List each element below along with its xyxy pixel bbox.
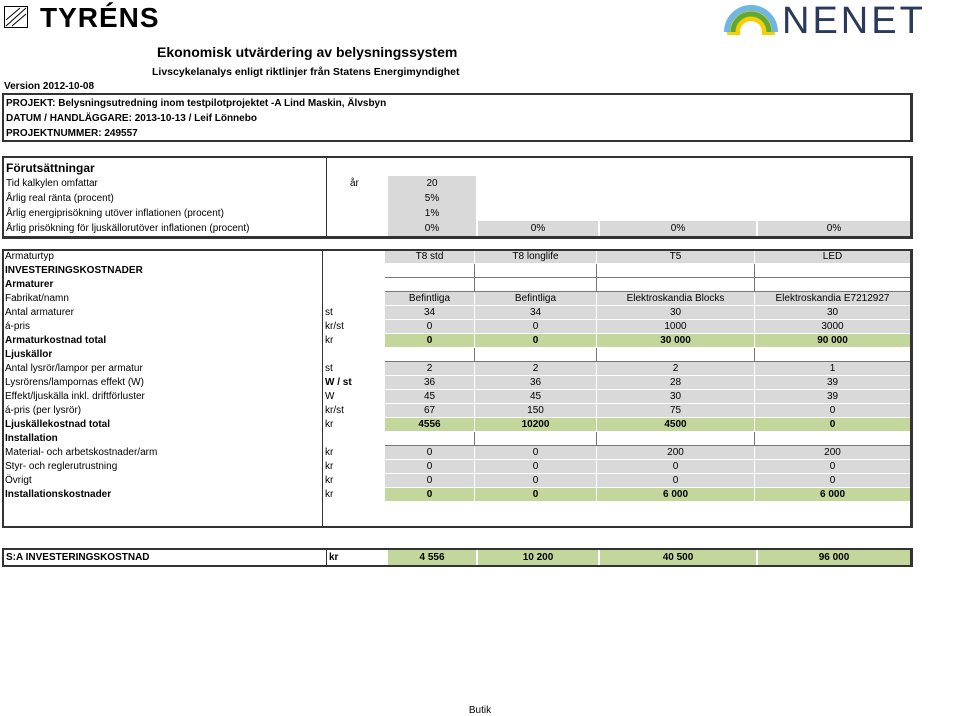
project-name: PROJEKT: Belysningsutredning inom testpilotprojektet -A Lind Maskin, Älvsbyn bbox=[6, 98, 387, 109]
value-cell[interactable] bbox=[475, 432, 597, 446]
value-cell[interactable]: 45 bbox=[385, 390, 475, 404]
row-label: Armaturkostnad total bbox=[3, 334, 323, 348]
tyrens-mark-icon bbox=[4, 6, 28, 28]
value-cell[interactable]: 10200 bbox=[475, 418, 597, 432]
table-row bbox=[3, 460, 911, 474]
table-row bbox=[3, 488, 911, 502]
value-cell[interactable]: 75 bbox=[597, 404, 755, 418]
value-cell[interactable]: Befintliga bbox=[475, 292, 597, 306]
row-label: Installation bbox=[3, 432, 323, 446]
value-cell[interactable]: 200 bbox=[755, 446, 911, 460]
value-cell[interactable]: 0 bbox=[475, 320, 597, 334]
value-cell[interactable]: LED bbox=[755, 250, 911, 264]
value-cell[interactable] bbox=[475, 264, 597, 278]
value-cell[interactable] bbox=[755, 348, 911, 362]
row-label: Övrigt bbox=[3, 474, 323, 488]
row-unit bbox=[323, 432, 385, 446]
row-label: Installationskostnader bbox=[3, 488, 323, 502]
row-label: INVESTERINGSKOSTNADER bbox=[3, 264, 323, 278]
value-cell[interactable]: 34 bbox=[475, 306, 597, 320]
table-row bbox=[3, 278, 911, 292]
value-cell[interactable]: 67 bbox=[385, 404, 475, 418]
table-row bbox=[3, 446, 911, 460]
assumption-label: Årlig energiprisökning utöver inflationen (procent) bbox=[6, 208, 224, 219]
table-row bbox=[3, 404, 911, 418]
value-cell[interactable]: 30 000 bbox=[597, 334, 755, 348]
assumption-value[interactable]: 0% bbox=[478, 221, 598, 236]
row-unit: kr bbox=[323, 460, 385, 474]
row-unit: kr/st bbox=[323, 404, 385, 418]
table-row bbox=[3, 432, 911, 446]
nenet-logo-text: NENET bbox=[782, 0, 926, 42]
table-row bbox=[3, 264, 911, 278]
row-unit: W bbox=[323, 390, 385, 404]
row-unit: kr bbox=[323, 474, 385, 488]
row-unit: st bbox=[323, 306, 385, 320]
value-cell[interactable]: 0 bbox=[755, 474, 911, 488]
value-cell[interactable]: 150 bbox=[475, 404, 597, 418]
row-label: Antal lysrör/lampor per armatur bbox=[3, 362, 323, 376]
project-info-box bbox=[2, 93, 913, 142]
value-cell[interactable]: 30 bbox=[597, 306, 755, 320]
row-label: Ljuskällekostnad total bbox=[3, 418, 323, 432]
value-cell[interactable]: 6 000 bbox=[755, 488, 911, 502]
assumption-label: Tid kalkylen omfattar bbox=[6, 178, 98, 189]
value-cell[interactable]: T8 longlife bbox=[475, 250, 597, 264]
value-cell[interactable] bbox=[597, 264, 755, 278]
total-value: 4 556 bbox=[388, 550, 476, 565]
assumption-value[interactable]: 1% bbox=[388, 206, 476, 221]
value-cell[interactable]: 45 bbox=[475, 390, 597, 404]
row-unit: kr bbox=[323, 488, 385, 502]
value-cell[interactable]: 1 bbox=[755, 362, 911, 376]
value-cell[interactable]: 0 bbox=[597, 460, 755, 474]
assumption-value[interactable]: 0% bbox=[758, 221, 910, 236]
value-cell[interactable]: 0 bbox=[385, 320, 475, 334]
assumption-unit: år bbox=[350, 178, 359, 189]
value-cell[interactable]: 4500 bbox=[597, 418, 755, 432]
assumption-row bbox=[4, 176, 910, 191]
value-cell[interactable] bbox=[597, 348, 755, 362]
value-cell[interactable]: 39 bbox=[755, 376, 911, 390]
tyrens-logo-text: TYRÉNS bbox=[40, 2, 160, 33]
assumption-row bbox=[4, 206, 910, 221]
assumption-value[interactable]: 0% bbox=[600, 221, 756, 236]
value-cell[interactable]: T5 bbox=[597, 250, 755, 264]
row-label: Styr- och reglerutrustning bbox=[3, 460, 323, 474]
value-cell[interactable]: 30 bbox=[755, 306, 911, 320]
total-value: 40 500 bbox=[600, 550, 756, 565]
value-cell[interactable]: 2 bbox=[475, 362, 597, 376]
value-cell[interactable] bbox=[385, 278, 475, 292]
value-cell[interactable]: 0 bbox=[385, 446, 475, 460]
row-label: Antal armaturer bbox=[3, 306, 323, 320]
table-row bbox=[3, 334, 911, 348]
row-unit bbox=[323, 264, 385, 278]
table-row bbox=[3, 362, 911, 376]
value-cell[interactable]: 90 000 bbox=[755, 334, 911, 348]
investment-table bbox=[2, 249, 911, 502]
row-unit bbox=[323, 292, 385, 306]
value-cell[interactable]: 0 bbox=[475, 460, 597, 474]
row-label: Ljuskällor bbox=[3, 348, 323, 362]
value-cell[interactable]: 36 bbox=[385, 376, 475, 390]
value-cell[interactable]: 0 bbox=[385, 460, 475, 474]
project-number: PROJEKTNUMMER: 249557 bbox=[6, 128, 138, 139]
value-cell[interactable]: 6 000 bbox=[597, 488, 755, 502]
nenet-logo bbox=[720, 2, 958, 40]
value-cell[interactable] bbox=[385, 264, 475, 278]
sun-logo-icon bbox=[720, 2, 782, 40]
value-cell[interactable]: 36 bbox=[475, 376, 597, 390]
value-cell[interactable]: 0 bbox=[475, 334, 597, 348]
table-row bbox=[3, 306, 911, 320]
row-label: á-pris (per lysrör) bbox=[3, 404, 323, 418]
row-unit: kr bbox=[323, 418, 385, 432]
value-cell[interactable]: 0 bbox=[597, 474, 755, 488]
value-cell[interactable]: 200 bbox=[597, 446, 755, 460]
value-cell[interactable] bbox=[755, 278, 911, 292]
total-value: 96 000 bbox=[758, 550, 910, 565]
assumptions-title: Förutsättningar bbox=[6, 161, 95, 175]
value-cell[interactable]: 30 bbox=[597, 390, 755, 404]
assumption-row bbox=[4, 191, 910, 206]
row-label: Effekt/ljuskälla inkl. driftförluster bbox=[3, 390, 323, 404]
total-unit: kr bbox=[326, 550, 338, 565]
row-unit: kr bbox=[323, 334, 385, 348]
assumption-value[interactable]: 20 bbox=[388, 176, 476, 191]
table-row bbox=[3, 250, 911, 264]
value-cell[interactable]: 0 bbox=[385, 474, 475, 488]
value-cell[interactable] bbox=[755, 264, 911, 278]
row-unit: W / st bbox=[323, 376, 385, 390]
value-cell[interactable]: 2 bbox=[597, 362, 755, 376]
value-cell[interactable]: 0 bbox=[755, 418, 911, 432]
value-cell[interactable] bbox=[475, 348, 597, 362]
row-label: á-pris bbox=[3, 320, 323, 334]
page-subtitle: Livscykelanalys enligt riktlinjer från Statens Energimyndighet bbox=[152, 66, 460, 78]
value-cell[interactable] bbox=[385, 348, 475, 362]
value-cell[interactable]: 1000 bbox=[597, 320, 755, 334]
table-row bbox=[3, 390, 911, 404]
table-row bbox=[3, 474, 911, 488]
value-cell[interactable]: 34 bbox=[385, 306, 475, 320]
row-unit bbox=[323, 278, 385, 292]
version-label: Version 2012-10-08 bbox=[4, 81, 95, 92]
row-label: Fabrikat/namn bbox=[3, 292, 323, 306]
assumption-label: Årlig real ränta (procent) bbox=[6, 193, 114, 204]
row-unit: st bbox=[323, 362, 385, 376]
row-label: Material- och arbetskostnader/arm bbox=[3, 446, 323, 460]
value-cell[interactable]: 0 bbox=[755, 404, 911, 418]
page-title: Ekonomisk utvärdering av belysningssystem bbox=[157, 44, 458, 60]
value-cell[interactable] bbox=[755, 432, 911, 446]
value-cell[interactable]: 0 bbox=[475, 488, 597, 502]
total-value: 10 200 bbox=[478, 550, 598, 565]
value-cell[interactable] bbox=[385, 432, 475, 446]
value-cell[interactable]: 2 bbox=[385, 362, 475, 376]
row-label: Lysrörens/lampornas effekt (W) bbox=[3, 376, 323, 390]
row-unit bbox=[323, 348, 385, 362]
total-label: S:A INVESTERINGSKOSTNAD bbox=[6, 552, 150, 563]
value-cell[interactable]: Befintliga bbox=[385, 292, 475, 306]
table-row bbox=[3, 418, 911, 432]
value-cell[interactable]: Elektroskandia E7212927 bbox=[755, 292, 911, 306]
value-cell[interactable]: 0 bbox=[475, 446, 597, 460]
assumption-label: Årlig prisökning för ljuskällorutöver inflationen (procent) bbox=[6, 223, 250, 234]
value-cell[interactable]: 0 bbox=[385, 334, 475, 348]
value-cell[interactable]: 4556 bbox=[385, 418, 475, 432]
value-cell[interactable]: 3000 bbox=[755, 320, 911, 334]
row-unit bbox=[323, 250, 385, 264]
row-unit: kr bbox=[323, 446, 385, 460]
assumption-value[interactable]: 0% bbox=[388, 221, 476, 236]
row-unit: kr/st bbox=[323, 320, 385, 334]
table-row bbox=[3, 292, 911, 306]
project-date-handler: DATUM / HANDLÄGGARE: 2013-10-13 / Leif Lönnebo bbox=[6, 113, 257, 124]
table-row bbox=[3, 348, 911, 362]
total-investment-row bbox=[2, 548, 913, 567]
value-cell[interactable] bbox=[597, 278, 755, 292]
table-row bbox=[3, 376, 911, 390]
sheet-tab-label[interactable]: Butik bbox=[468, 705, 492, 716]
value-cell[interactable]: 39 bbox=[755, 390, 911, 404]
row-label: Armaturtyp bbox=[3, 250, 323, 264]
value-cell[interactable]: T8 std bbox=[385, 250, 475, 264]
assumption-row bbox=[4, 221, 910, 236]
value-cell[interactable]: 0 bbox=[755, 460, 911, 474]
row-label: Armaturer bbox=[3, 278, 323, 292]
value-cell[interactable] bbox=[597, 432, 755, 446]
value-cell[interactable]: 0 bbox=[475, 474, 597, 488]
assumptions-section bbox=[2, 156, 913, 239]
value-cell[interactable]: 28 bbox=[597, 376, 755, 390]
table-row bbox=[3, 320, 911, 334]
value-cell[interactable]: 0 bbox=[385, 488, 475, 502]
value-cell[interactable] bbox=[475, 278, 597, 292]
value-cell[interactable]: Elektroskandia Blocks bbox=[597, 292, 755, 306]
assumption-value[interactable]: 5% bbox=[388, 191, 476, 206]
